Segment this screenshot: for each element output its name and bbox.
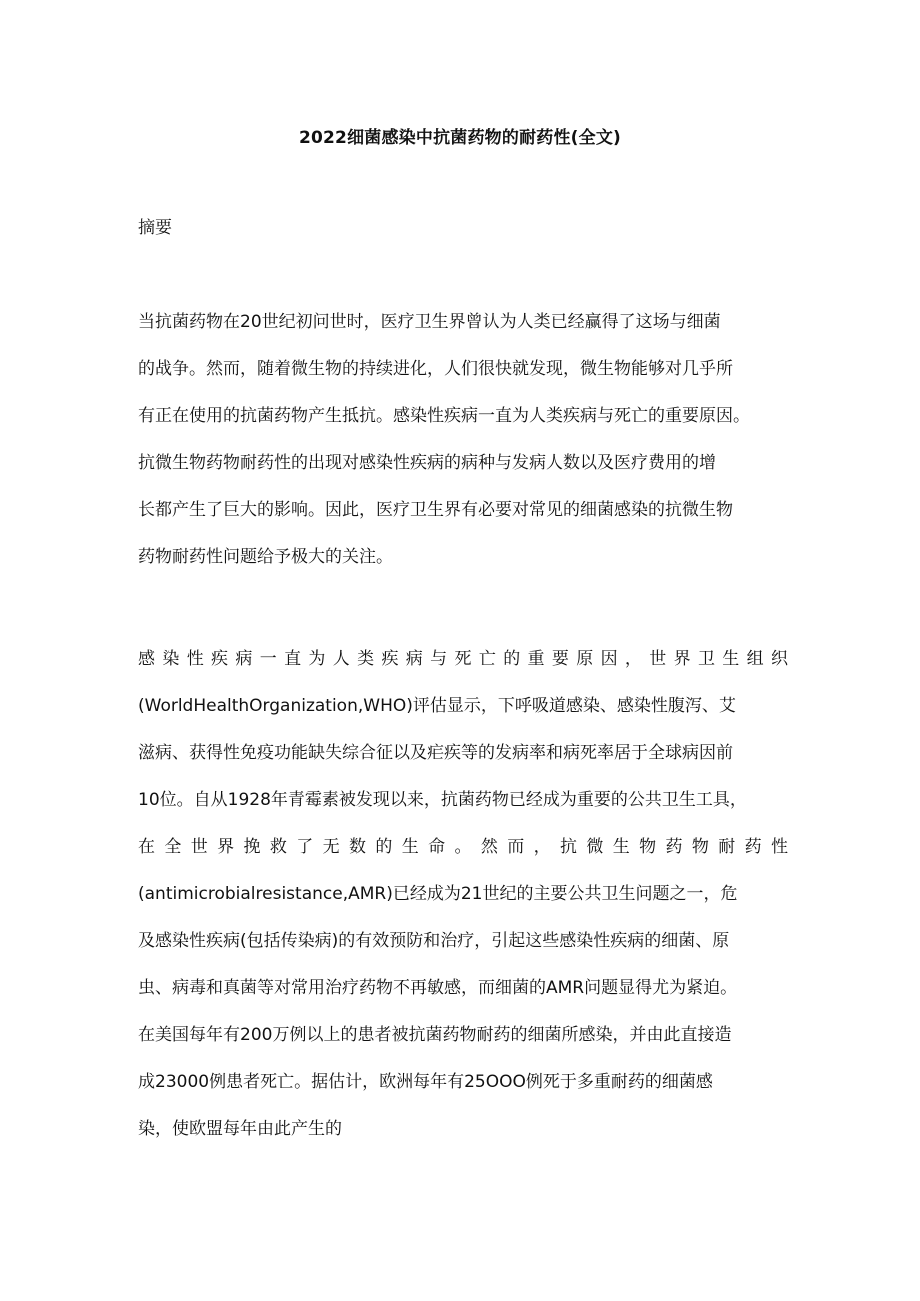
paragraph-2-line: 虫、病毒和真菌等对常用治疗药物不再敏感，而细菌的AMR问题显得尤为紧迫。: [138, 978, 738, 998]
paragraph-2-line: (antimicrobialresistance,AMR)已经成为21世纪的主要公共卫生问题之一，危: [138, 884, 738, 904]
paragraph-2-line: 10位。自从1928年青霉素被发现以来，抗菌药物已经成为重要的公共卫生工具，: [138, 790, 747, 810]
paragraph-2-line: 在美国每年有200万例以上的患者被抗菌药物耐药的细菌所感染，并由此直接造: [138, 1025, 732, 1045]
paragraph-2-line: 及感染性疾病(包括传染病)的有效预防和治疗，引起这些感染性疾病的细菌、原: [138, 931, 730, 951]
abstract-heading: 摘要: [138, 218, 172, 238]
paragraph-1-line: 当抗菌药物在20世纪初问世时，医疗卫生界曾认为人类已经赢得了这场与细菌: [138, 312, 721, 332]
paragraph-2-line: 在全世界挽救了无数的生命。然而，抗微生物药物耐药性: [138, 837, 788, 857]
paragraph-1-line: 的战争。然而，随着微生物的持续进化，人们很快就发现，微生物能够对几乎所: [138, 359, 733, 379]
paragraph-1-line: 抗微生物药物耐药性的出现对感染性疾病的病种与发病人数以及医疗费用的增: [138, 453, 716, 473]
document-title: 2022细菌感染中抗菌药物的耐药性(全文): [298, 128, 622, 148]
paragraph-2-line: (WorldHealthOrganization,WHO)评估显示，下呼吸道感染、感染性腹泻、艾: [138, 696, 736, 716]
paragraph-2-line: 染，使欧盟每年由此产生的: [138, 1119, 342, 1139]
paragraph-1-line: 有正在使用的抗菌药物产生抵抗。感染性疾病一直为人类疾病与死亡的重要原因。: [138, 406, 750, 426]
paragraph-1-line: 药物耐药性问题给予极大的关注。: [138, 547, 393, 567]
paragraph-2-line: 滋病、获得性免疫功能缺失综合征以及疟疾等的发病率和病死率居于全球病因前: [138, 743, 733, 763]
paragraph-1-line: 长都产生了巨大的影响。因此，医疗卫生界有必要对常见的细菌感染的抗微生物: [138, 500, 733, 520]
paragraph-2-line: 成23000例患者死亡。据估计，欧洲每年有25OOO例死于多重耐药的细菌感: [138, 1072, 713, 1092]
paragraph-2-line: 感染性疾病一直为人类疾病与死亡的重要原因，世界卫生组织: [138, 649, 788, 669]
